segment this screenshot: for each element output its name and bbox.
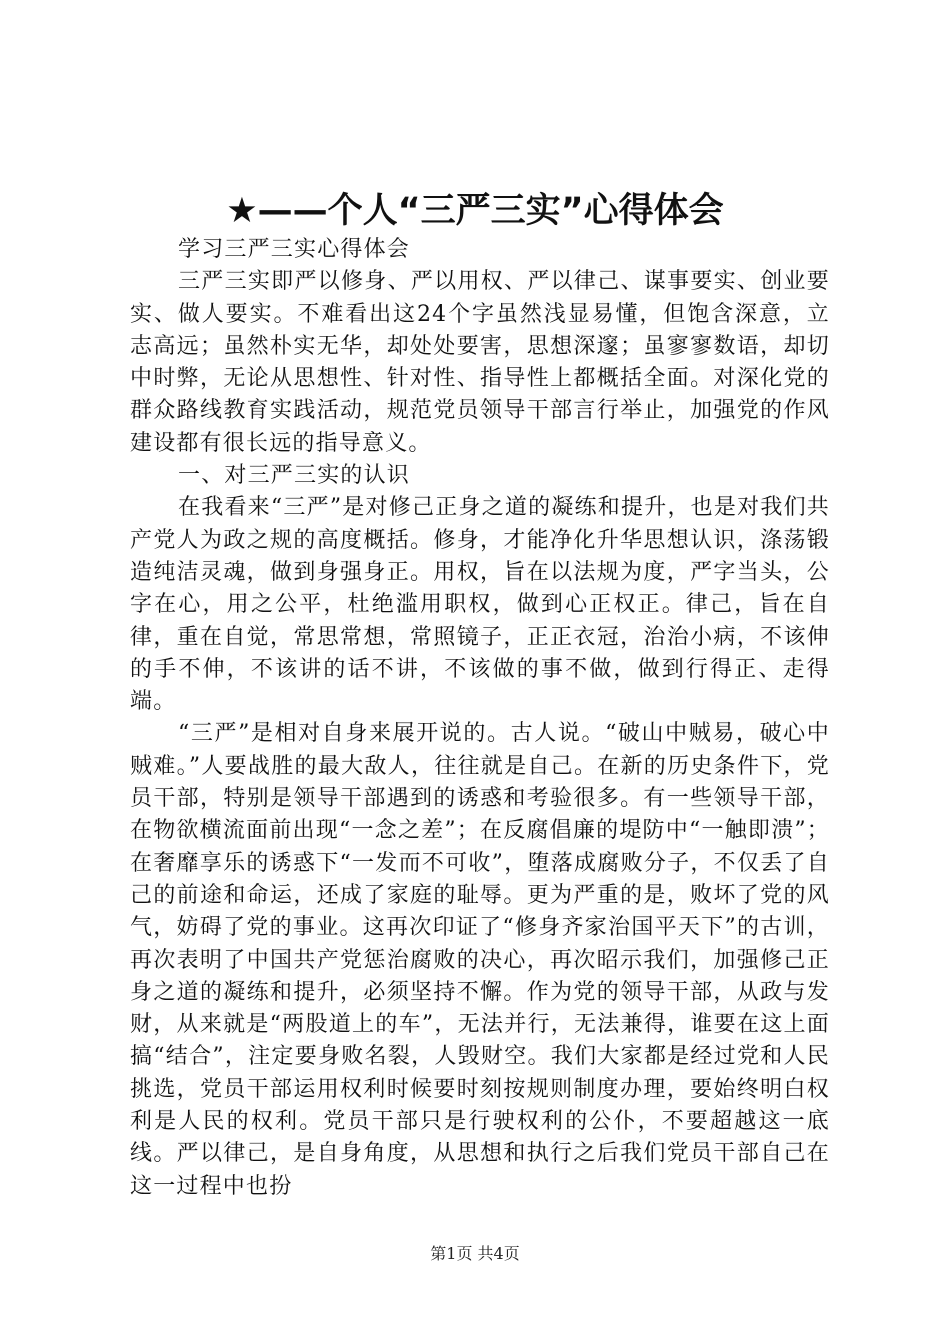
body-paragraph: 三严三实即严以修身、严以用权、严以律己、谋事要实、创业要实、做人要实。不难看出这24个字虽然浅显易懂，但饱含深意，立志高远；虽然朴实无华，却处处要害，思想深邃；虽寥寥数语，却切中时弊，无论从思想性、针对性、指导性上都概括全面。对深化党的群众路线教育实践活动，规范党员领导干部言行举止，加强党的作风建设都有很长远的指导意义。 (130, 269, 830, 456)
body-paragraph: 在我看来“三严”是对修己正身之道的凝练和提升，也是对我们共产党人为政之规的高度概括。修身，才能净化升华思想认识，涤荡锻造纯洁灵魂，做到身强身正。用权，旨在以法规为度，严字当头，公字在心，用之公平，杜绝滥用职权，做到心正权正。律己，旨在自律，重在自觉，常思常想，常照镜子，正正衣冠，治治小病，不该伸的手不伸，不该讲的话不讲，不该做的事不做，做到行得正、走得端。 (130, 495, 830, 715)
document-title: ★——个人“三严三实”心得体会 (226, 191, 724, 231)
section-heading: 一、对三严三实的认识 (178, 463, 411, 489)
body-paragraph-intro-heading: 学习三严三实心得体会 (178, 237, 411, 262)
document-body (130, 234, 830, 1203)
page-number-footer: 第1页 共4页 (430, 1244, 520, 1263)
body-paragraph: “三严”是相对自身来展开说的。古人说。“破山中贼易，破心中贼难。”人要战胜的最大敌人，往往就是自己。在新的历史条件下，党员干部，特别是领导干部遇到的诱惑和考验很多。有一些领导干部，在物欲横流面前出现“一念之差”；在反腐倡廉的堤防中“一触即溃”；在奢靡享乐的诱惑下“一发而不可收”，堕落成腐败分子，不仅丢了自己的前途和命运，还成了家庭的耻辱。更为严重的是，败坏了党的风气，妨碍了党的事业。这再次印证了“修身齐家治国平天下”的古训，再次表明了中国共产党惩治腐败的决心，再次昭示我们，加强修己正身之道的凝练和提升，必须坚持不懈。作为党的领导干部，从政与发财，从来就是“两股道上的车”，无法并行，无法兼得，谁要在这上面搞“结合”，注定要身败名裂，人毁财空。我们大家都是经过党和人民挑选，党员干部运用权利时候要时刻按规则制度办理，要始终明白权利是人民的权利。党员干部只是行驶权利的公仆，不要超越这一底线。严以律己，是自身角度，从思想和执行之后我们党员干部自己在这一过程中也扮 (130, 721, 830, 1199)
